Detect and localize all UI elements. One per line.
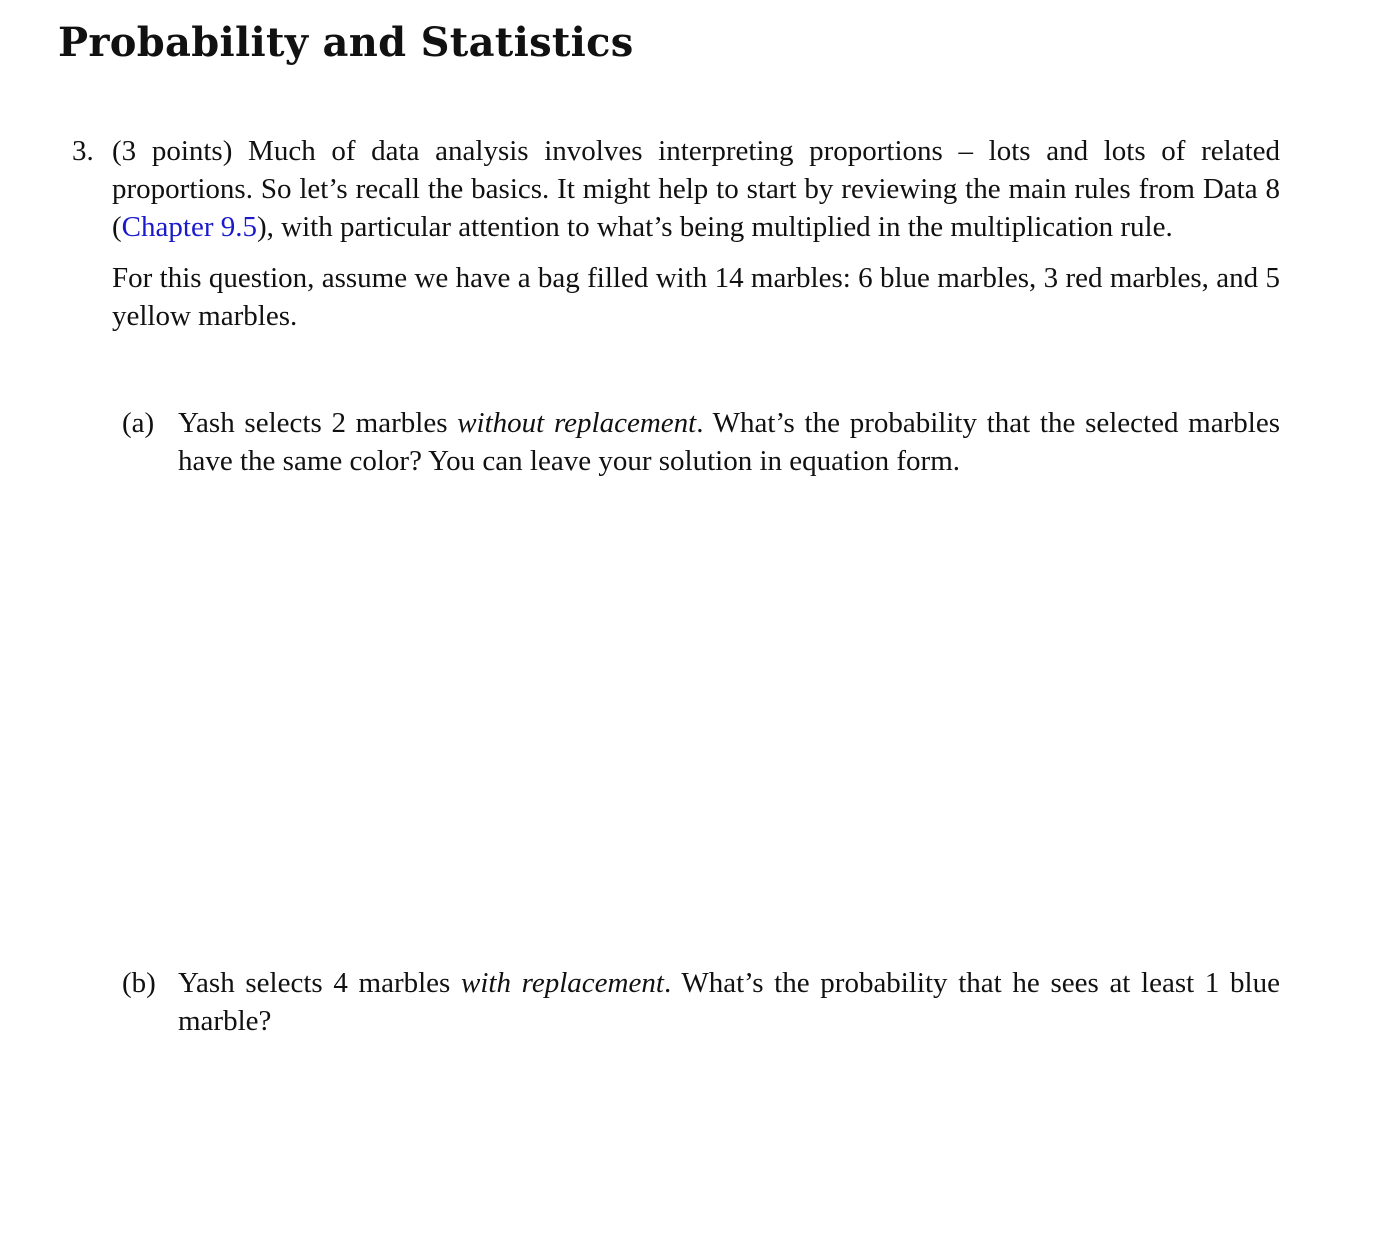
subquestion-a-label: (a) [122,407,155,439]
problem-points: (3 points) [112,135,233,167]
subquestion-a-emphasis: without replacement [457,407,697,439]
intro-text-part2: ), with particular attention to what’s being multiplied in the multiplication rule. [256,211,1173,243]
problem-number: 3. [72,135,94,167]
section-title: Probability and Statistics [58,19,634,66]
problem-body [112,132,1280,335]
subquestion-b-text-after: . What’s the probability that he sees at least 1 blue marble? [178,967,1280,1037]
problem-intro [112,132,1280,246]
subquestion-a-text-after: . What’s the probability that the selected marbles have the same color? You can leave your solution in equation form. [178,407,1280,477]
subquestion-a-text [178,404,1280,480]
subquestion-b-text [178,964,1280,1040]
problem-setup: For this question, assume we have a bag filled with 14 marbles: 6 blue marbles, 3 red marbles, and 5 yellow marbles. [112,262,1280,332]
intro-text-part1: Much of data analysis involves interpreting proportions – lots and lots of related proportions. So let’s recall the basics. It might help to start by reviewing the main rules from Data 8 ( [112,135,1281,243]
subquestion-a-text-before: Yash selects 2 marbles [178,407,458,439]
subquestion-b-emphasis: with replacement [461,967,664,999]
subquestion-b-text-before: Yash selects 4 marbles [178,967,462,999]
chapter-link[interactable]: Chapter 9.5 [121,211,257,243]
subquestion-b-label: (b) [122,967,156,999]
